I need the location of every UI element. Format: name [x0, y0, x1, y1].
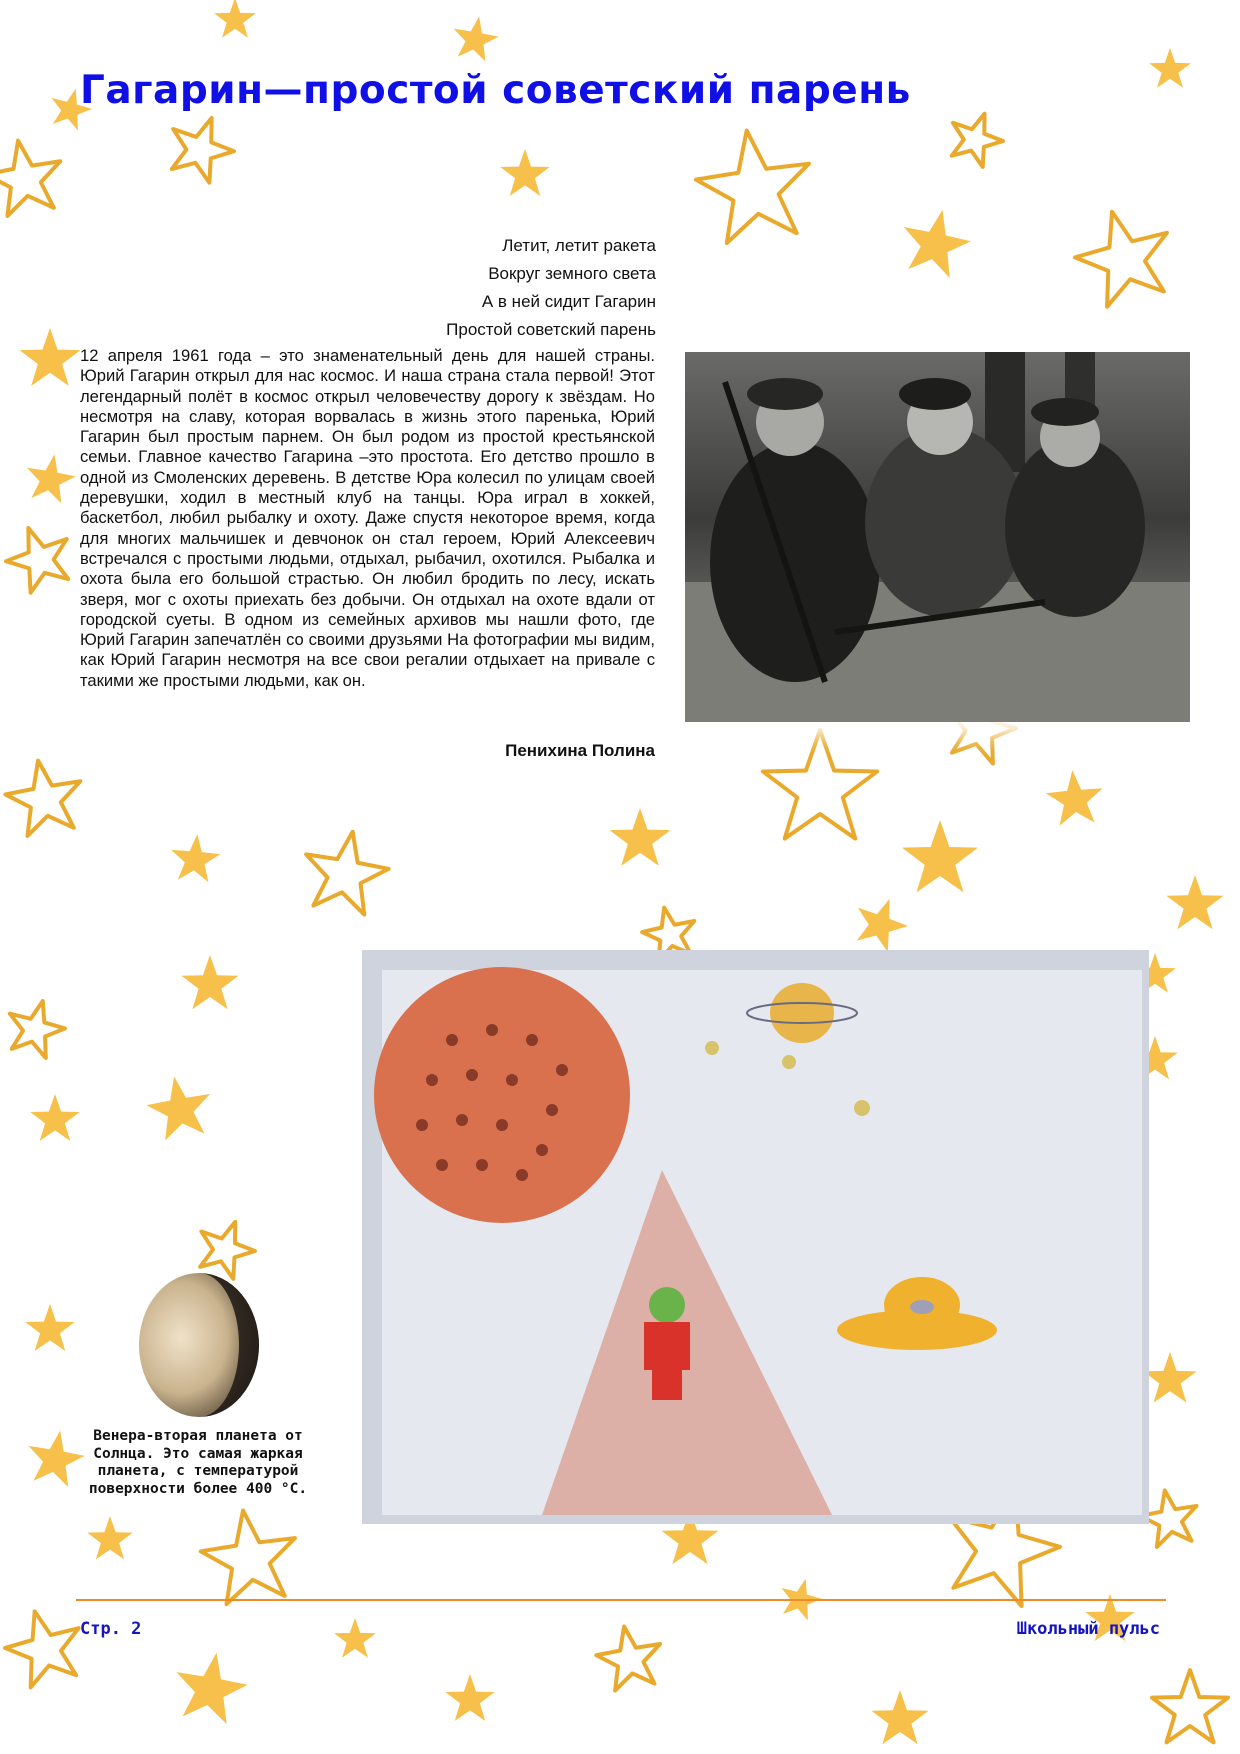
star-icon [169, 832, 222, 883]
star-icon [1152, 1670, 1228, 1742]
gagarin-friends-photo [685, 352, 1190, 722]
star-icon [445, 1674, 494, 1721]
star-icon [449, 12, 501, 63]
poem-line: Вокруг земного света [488, 264, 656, 283]
star-icon [196, 1504, 303, 1607]
star-icon [160, 107, 242, 187]
star-icon [1044, 768, 1106, 827]
star-icon [25, 1304, 74, 1351]
publication-name: Школьный пульс [1016, 1619, 1160, 1639]
poem-line: Простой советский парень [446, 320, 656, 339]
article-author: Пенихина Полина [505, 741, 655, 760]
star-icon [0, 134, 68, 218]
star-icon [942, 105, 1009, 171]
star-icon [775, 1573, 826, 1622]
star-icon [334, 1618, 376, 1658]
star-icon [500, 149, 549, 196]
star-icon [763, 730, 877, 839]
star-icon [87, 1516, 133, 1559]
star-icon [592, 1621, 666, 1693]
star-icon [871, 1690, 928, 1744]
star-icon [298, 824, 394, 917]
star-icon [22, 450, 79, 505]
article-text: 12 апреля 1961 года – это знаменательный день для нашей страны. Юрий Гагарин открыл для нас космос. И наша страна стала первой! Этот легендарный полёт в космос открыл человечеству дорогу к звёздам. Но несмотря на славу, которая ворвалась в жизнь этого паренька, Юрий Гагарин был простым парнем. Он был родом из простой крестьянской семьи. Главное качество Гагарина –это простота. Его детство прошло в одной из Смоленских деревень. В детстве Юра колесил по улицам своей деревушки, ходил в местный клуб на танцы. Юра играл в хоккей, баскетбол, любил рыбалку и охоту. Даже спустя некоторое время, когда для многих мальчишек и девчонок он стал героем, Юрий Алексеевич встречался с простыми людьми, отдыхал, рыбачил, охотился. Рыбалка и охота была его большой страстью. Он любил бродить по лесу, искать зверя, мог с охоты приехать без добычи. Он отдыхал на охоте вдали от городской суеты. В одном из семейных архивов мы нашли фото, где Юрий Гагарин запечатлён со своими друзьями На фотографии мы видим, как Юрий Гагарин несмотря на все свои регалии отдыхает на привале с такими же простыми людьми, как он. [80, 346, 655, 690]
star-icon [847, 890, 914, 956]
page-number: Стр. 2 [80, 1619, 142, 1639]
star-icon [1066, 199, 1181, 311]
star-icon [902, 820, 978, 892]
star-icon [895, 203, 976, 281]
star-icon [690, 123, 818, 246]
star-icon [1, 754, 88, 838]
star-icon [169, 1646, 252, 1726]
star-icon [23, 1426, 89, 1489]
star-icon [181, 955, 238, 1009]
star-icon [142, 1071, 216, 1143]
star-icon [1143, 1352, 1196, 1403]
poem-line: Летит, летит ракета [502, 236, 656, 255]
star-icon [20, 328, 81, 386]
star-icon [214, 0, 256, 38]
poem [380, 232, 656, 344]
space-drawing [362, 950, 1149, 1524]
page-title: Гагарин—простой советский парень [80, 68, 911, 113]
star-icon [1149, 48, 1191, 88]
venus-planet-icon [136, 1270, 262, 1420]
star-icon [610, 808, 671, 866]
star-icon [0, 517, 80, 597]
star-icon [1166, 875, 1223, 929]
star-icon [1, 994, 70, 1061]
star-icon [0, 1602, 90, 1692]
footer-divider [76, 1599, 1166, 1601]
star-icon [30, 1094, 79, 1141]
poem-line: А в ней сидит Гагарин [481, 292, 656, 311]
venus-caption: Венера-вторая планета от Солнца. Это самая жаркая планета, с температурой поверхности более 400 °C. [88, 1428, 308, 1497]
